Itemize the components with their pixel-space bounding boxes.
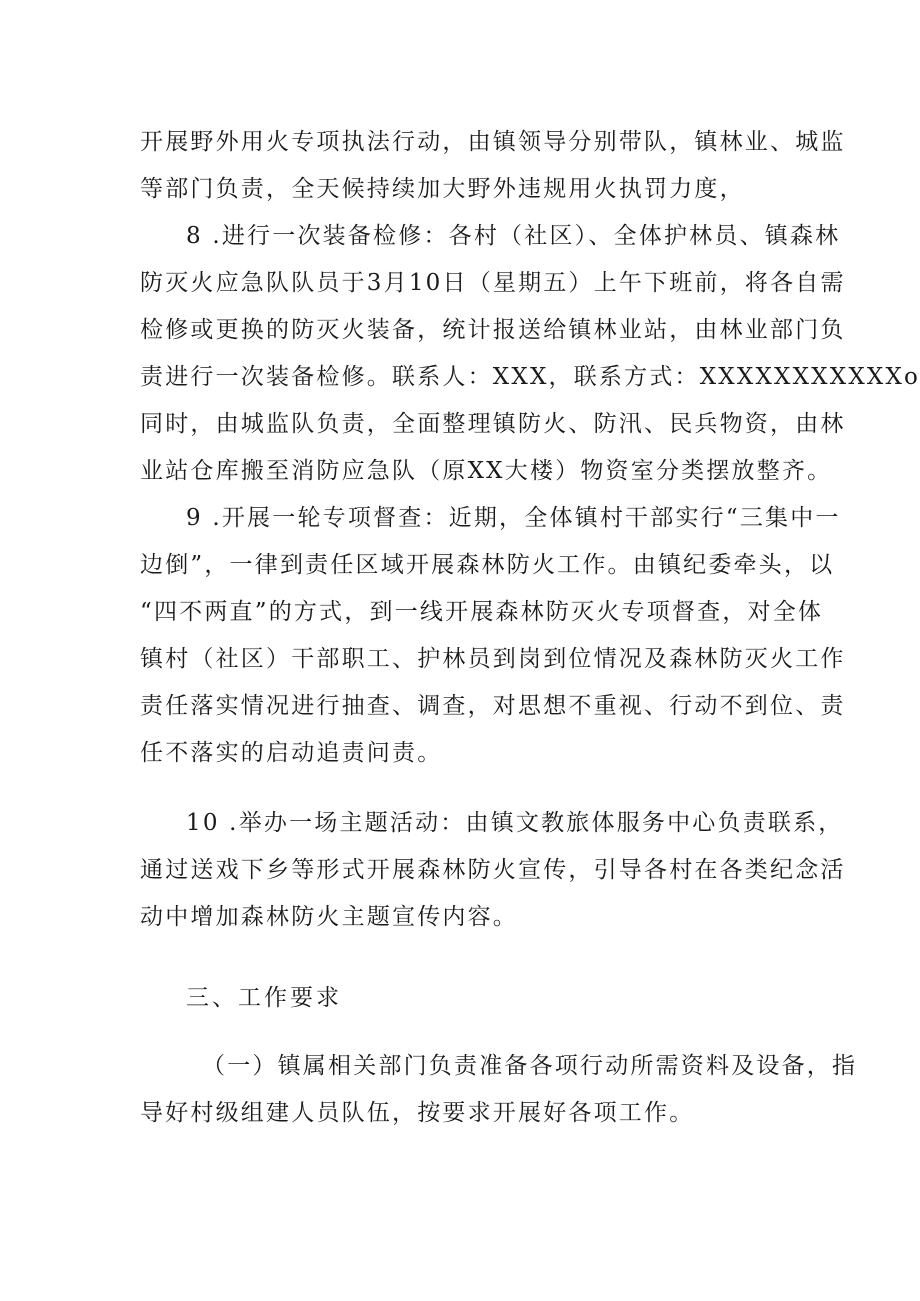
paragraph-8-line-3: 检修或更换的防灭火装备，统计报送给镇林业站，由林业部门负 xyxy=(140,317,846,343)
paragraph-10-line-1: 10 .举办一场主题活动：由镇文教旅体服务中心负责联系， xyxy=(186,810,844,836)
paragraph-10-line-3: 动中增加森林防火主题宣传内容。 xyxy=(140,904,518,930)
paragraph-7-line-1: 开展野外用火专项执法行动，由镇领导分别带队，镇林业、城监 xyxy=(140,129,846,155)
paragraph-9-line-3: “四不两直”的方式，到一线开展森林防灭火专项督查，对全体 xyxy=(140,599,824,625)
paragraph-8-line-1: 8 .进行一次装备检修：各村（社区）、全体护林员、镇森林 xyxy=(186,223,841,249)
paragraph-9-line-4: 镇村（社区）干部职工、护林员到岗到位情况及森林防灭火工作 xyxy=(140,646,846,672)
paragraph-9-line-2: 边倒”，一律到责任区域开展森林防火工作。由镇纪委牵头，以 xyxy=(140,552,835,578)
paragraph-10-line-2: 通过送戏下乡等形式开展森林防火宣传，引导各村在各类纪念活 xyxy=(140,857,846,883)
paragraph-8-line-2: 防灭火应急队队员于3月10日（星期五）上午下班前，将各自需 xyxy=(140,270,846,296)
paragraph-8-line-4: 责进行一次装备检修。联系人：XXX，联系方式：XXXXXXXXXXXo xyxy=(140,364,920,390)
paragraph-9-line-1: 9 .开展一轮专项督查：近期，全体镇村干部实行“三集中一 xyxy=(186,505,841,531)
requirement-1-line-2: 导好村级组建人员队伍，按要求开展好各项工作。 xyxy=(140,1100,695,1126)
paragraph-9-line-6: 任不落实的启动追责问责。 xyxy=(140,740,443,766)
paragraph-9-line-5: 责任落实情况进行抽查、调查，对思想不重视、行动不到位、责 xyxy=(140,693,846,719)
section-heading: 三、工作要求 xyxy=(186,985,342,1011)
paragraph-7-line-2: 等部门负责，全天候持续加大野外违规用火执罚力度， xyxy=(140,176,745,202)
paragraph-8-line-5: 同时，由城监队负责，全面整理镇防火、防汛、民兵物资，由林 xyxy=(140,411,846,437)
requirement-1-line-1: （一）镇属相关部门负责准备各项行动所需资料及设备，指 xyxy=(202,1053,858,1079)
paragraph-8-line-6: 业站仓库搬至消防应急队（原XX大楼）物资室分类摆放整齐。 xyxy=(140,458,833,484)
